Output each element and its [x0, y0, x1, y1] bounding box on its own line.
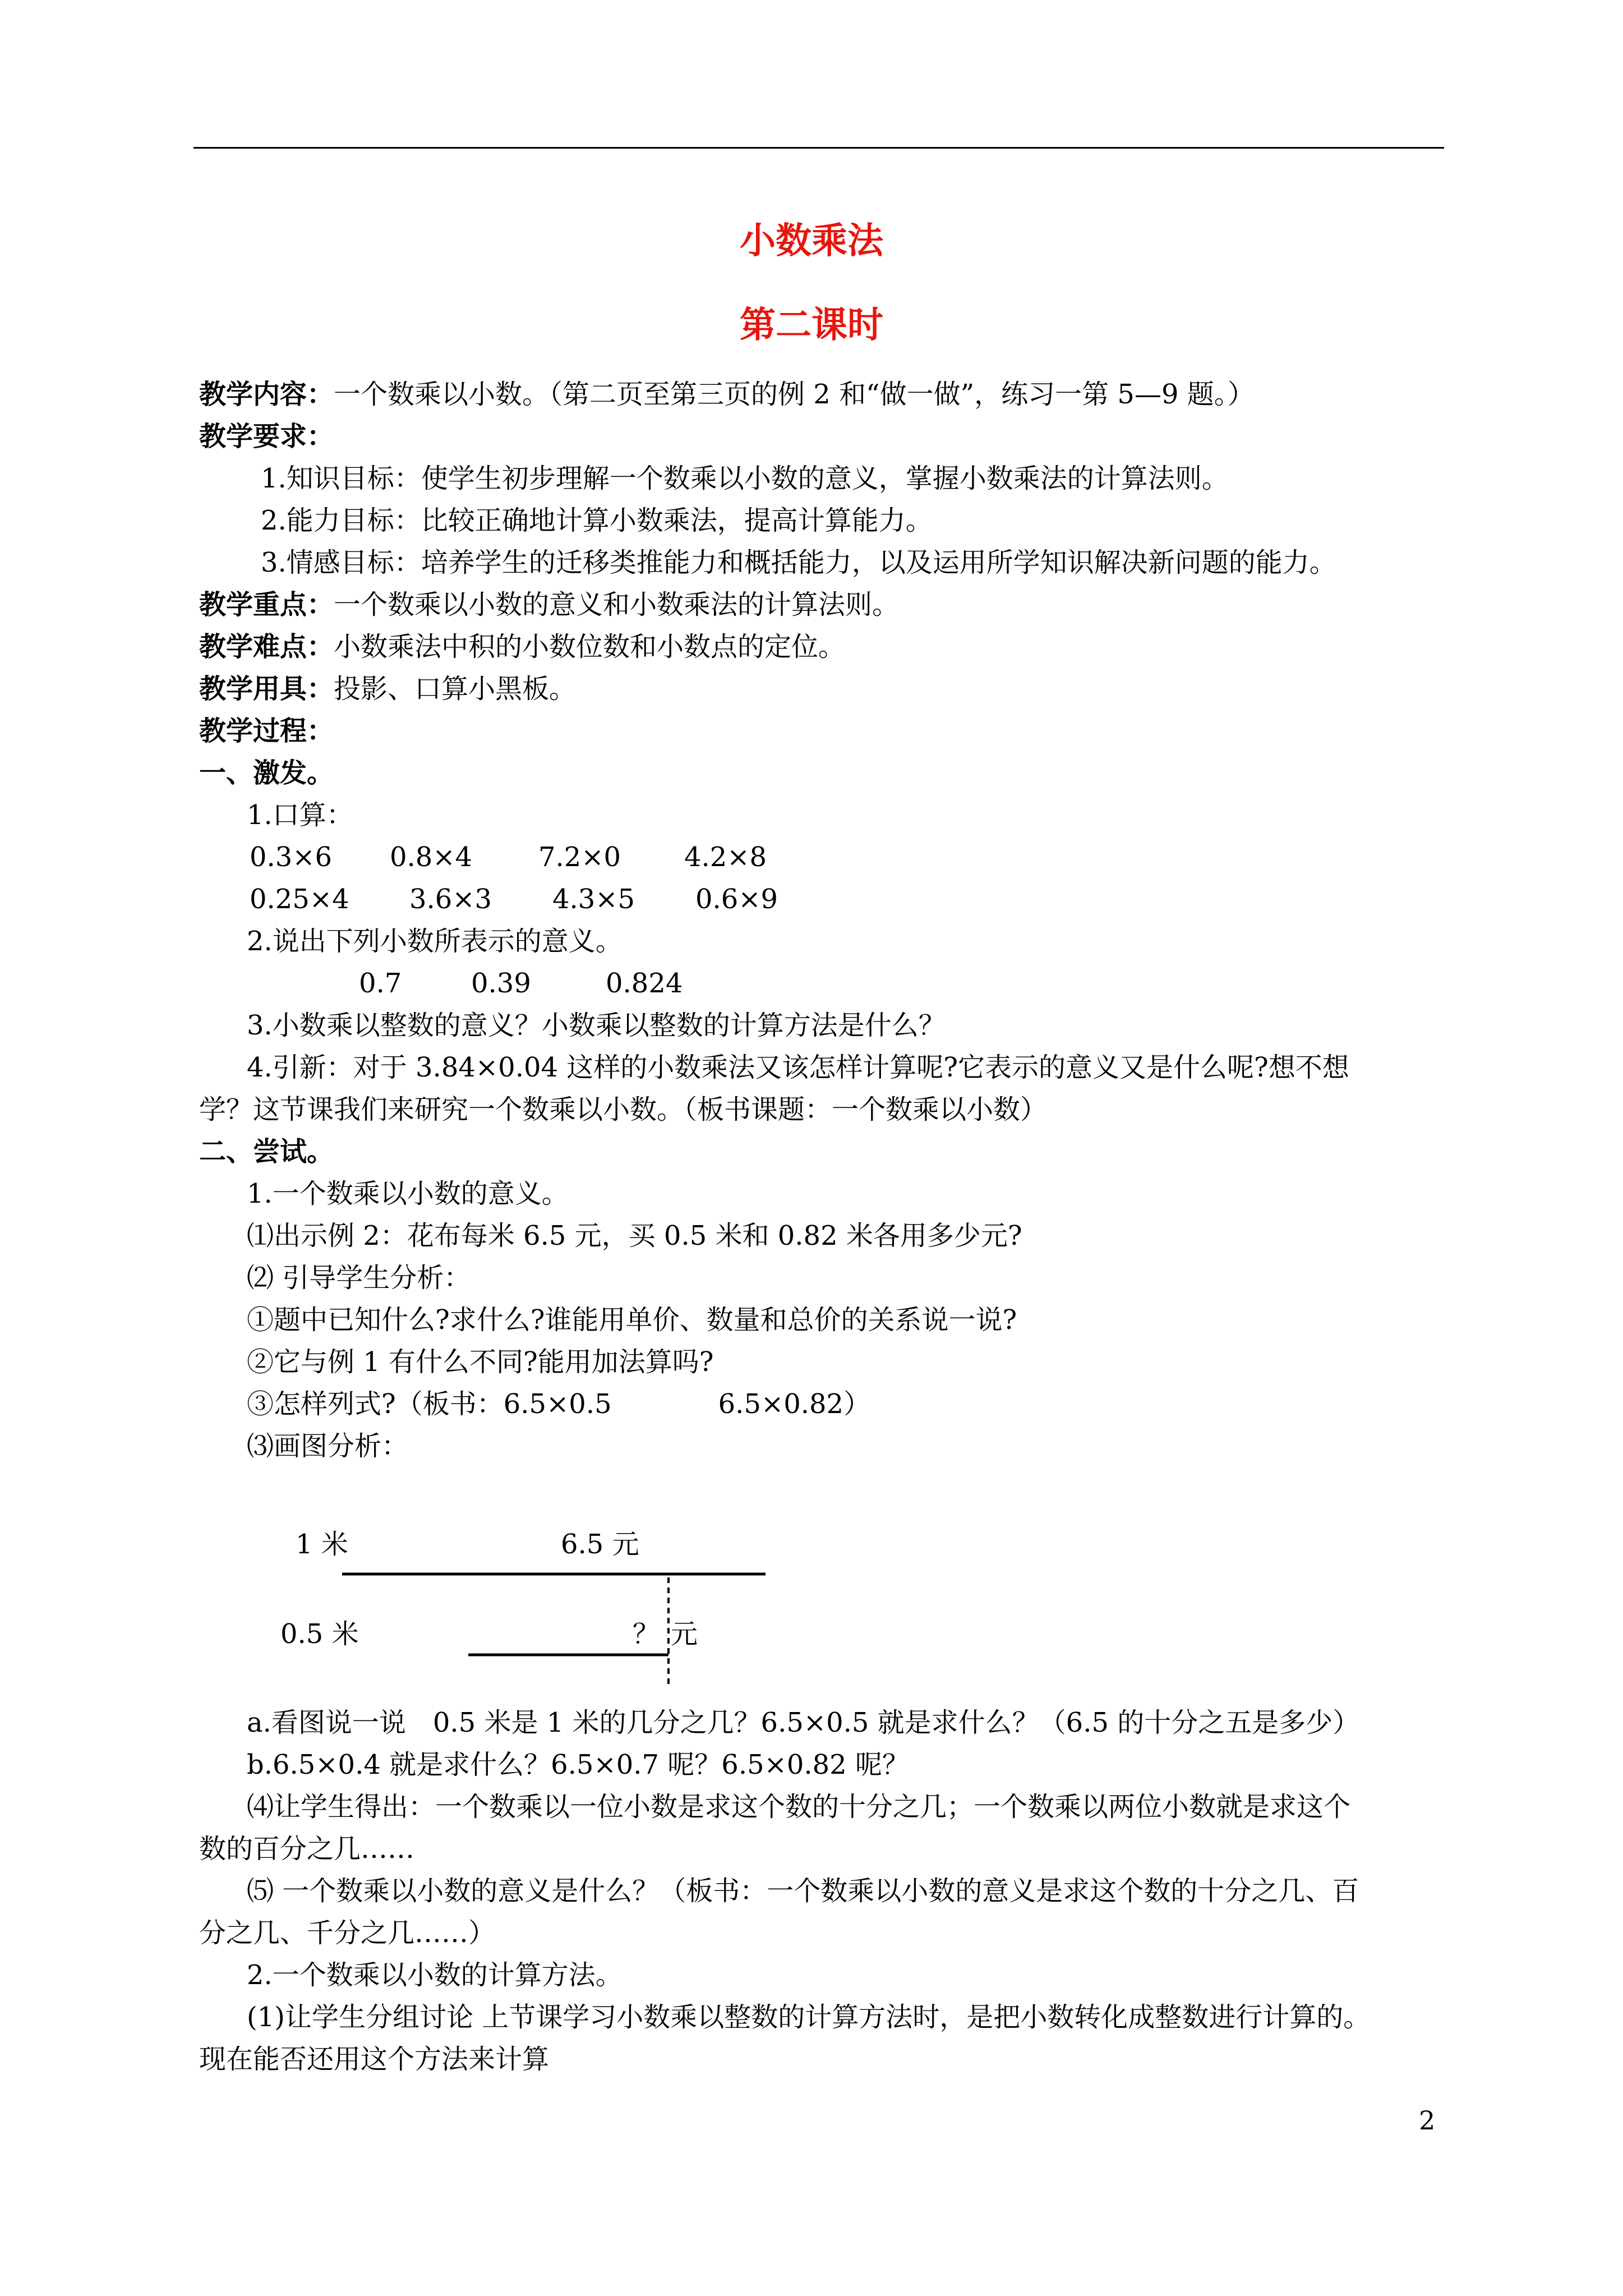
oral-item: 0.3×6 — [250, 841, 333, 873]
section-2-heading: 二、尝试。 — [199, 1136, 334, 1167]
follow-up-questions: b.6.5×0.4 就是求什么？6.5×0.7 呢？6.5×0.82 呢？ — [247, 1749, 909, 1780]
tools-line — [199, 671, 576, 706]
oral-item: 4.2×8 — [684, 841, 767, 873]
main-title: 小数乘法 — [740, 220, 883, 262]
label-one-meter: 1 米 — [296, 1529, 348, 1560]
key-point-text: 一个数乘以小数的意义和小数乘法的计算法则。 — [334, 589, 900, 620]
decimal-item: 0.39 — [471, 968, 531, 999]
content-line — [199, 377, 1255, 412]
meaning-question: 2.说出下列小数所表示的意义。 — [247, 926, 623, 957]
label-unknown: ？ — [633, 1618, 660, 1650]
requirements-label: 教学要求： — [199, 421, 334, 452]
guide-analysis: ⑵ 引导学生分析： — [247, 1262, 471, 1294]
meaning-summary-1: ⑸ 一个数乘以小数的意义是什么？（板书：一个数乘以小数的意义是求这个数的十分之几、百 — [247, 1875, 1359, 1907]
content-label: 教学内容： — [199, 379, 334, 410]
question-1: ①题中已知什么?求什么?谁能用单价、数量和总价的关系说一说? — [247, 1304, 1017, 1336]
conclusion-line-2: 数的百分之几…… — [199, 1833, 415, 1865]
oral-item: 3.6×3 — [409, 884, 492, 915]
difficulty-text: 小数乘法中积的小数位数和小数点的定位。 — [334, 631, 846, 662]
oral-calc-heading: 1.口算： — [247, 799, 353, 831]
content-text: 一个数乘以小数。（第二页至第三页的例 2 和“做一做”，练习一第 5—9 题。） — [334, 379, 1255, 410]
oral-item: 0.8×4 — [390, 841, 473, 873]
oral-item: 0.6×9 — [695, 884, 778, 915]
tools-text: 投影、口算小黑板。 — [334, 673, 577, 705]
method-subheading: 2.一个数乘以小数的计算方法。 — [247, 1959, 623, 1991]
difficulty-line — [199, 629, 845, 664]
example-2: ⑴出示例 2：花布每米 6.5 元，买 0.5 米和 0.82 米各用多少元? — [247, 1220, 1022, 1251]
oral-item: 7.2×0 — [538, 841, 621, 873]
oral-item: 0.25×4 — [250, 884, 349, 915]
requirement-1: 1.知识目标：使学生初步理解一个数乘以小数的意义，掌握小数乘法的计算法则。 — [261, 463, 1229, 494]
drawing-analysis: ⑶画图分析： — [247, 1430, 409, 1462]
key-point-label: 教学重点： — [199, 589, 334, 620]
question-2: ②它与例 1 有什么不同?能用加法算吗? — [247, 1346, 714, 1378]
label-price: 6.5 元 — [561, 1529, 639, 1560]
header-rule — [193, 147, 1444, 149]
tools-label: 教学用具： — [199, 673, 334, 705]
label-yuan: 元 — [671, 1618, 698, 1650]
intro-line-2: 学？这节课我们来研究一个数乘以小数。（板书课题：一个数乘以小数） — [199, 1094, 1048, 1125]
requirement-3: 3.情感目标：培养学生的迁移类推能力和概括能力，以及运用所学知识解决新问题的能力。 — [261, 547, 1336, 578]
difficulty-label: 教学难点： — [199, 631, 334, 662]
method-discussion-1: (1)让学生分组讨论 上节课学习小数乘以整数的计算方法时，是把小数转化成整数进行计算的。 — [247, 2001, 1371, 2033]
question-3: ③怎样列式?（板书：6.5×0.5 6.5×0.82） — [247, 1388, 871, 1420]
sub-title: 第二课时 — [740, 304, 883, 346]
conclusion-line-1: ⑷让学生得出：一个数乘以一位小数是求这个数的十分之几；一个数乘以两位小数就是求这个 — [247, 1791, 1351, 1823]
process-label: 教学过程： — [199, 715, 334, 747]
meaning-subheading: 1.一个数乘以小数的意义。 — [247, 1178, 569, 1209]
requirement-2: 2.能力目标：比较正确地计算小数乘法，提高计算能力。 — [261, 505, 933, 536]
intro-line-1: 4.引新：对于 3.84×0.04 这样的小数乘法又该怎样计算呢?它表示的意义又是什么呢?想不想 — [247, 1052, 1349, 1083]
key-point-line — [199, 587, 899, 622]
decimal-item: 0.824 — [606, 968, 683, 999]
section-1-heading: 一、激发。 — [199, 757, 334, 789]
oral-item: 4.3×5 — [552, 884, 635, 915]
method-discussion-2: 现在能否还用这个方法来计算 — [199, 2044, 550, 2075]
meaning-summary-2: 分之几、千分之几……） — [199, 1917, 496, 1949]
decimal-item: 0.7 — [359, 968, 402, 999]
integer-mult-question: 3.小数乘以整数的意义？小数乘以整数的计算方法是什么？ — [247, 1010, 946, 1041]
page-number: 2 — [1419, 2105, 1436, 2136]
label-half-meter: 0.5 米 — [280, 1618, 359, 1650]
look-and-say: a.看图说一说 0.5 米是 1 米的几分之几？6.5×0.5 就是求什么？（6.5 的十分之五是多少） — [247, 1707, 1360, 1738]
